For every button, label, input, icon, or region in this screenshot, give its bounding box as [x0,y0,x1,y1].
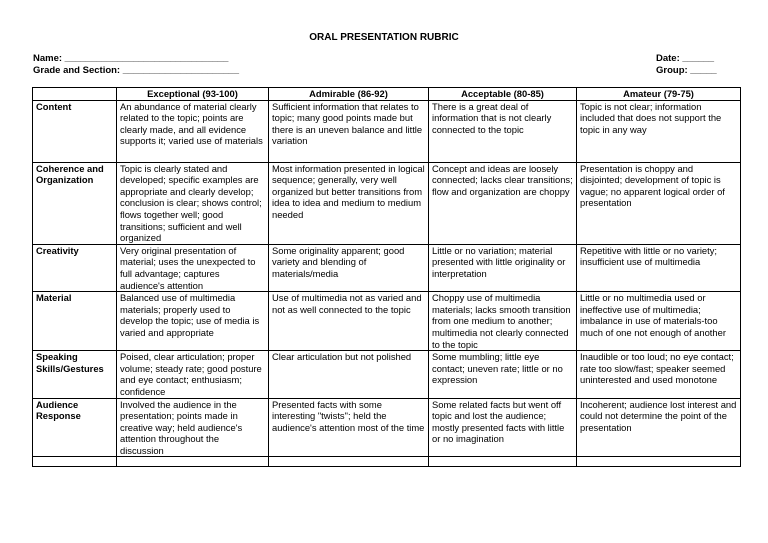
rubric-cell: Topic is clearly stated and developed; specific examples are appropriate and clearly develop; conclusion is clear; shows control; flows together well; good transitions; sufficient and well organized [117,162,269,244]
table-row [33,162,741,244]
rubric-cell: Repetitive with little or no variety; insufficient use of multimedia [577,244,741,291]
empty-cell[interactable] [269,457,429,467]
criterion-cell: Audience Response [33,398,117,457]
table-row [33,398,741,457]
rubric-cell: Presented facts with some interesting "twists"; held the audience's attention most of the time [269,398,429,457]
table-row [33,292,741,351]
rubric-cell: Presentation is choppy and disjointed; development of topic is vague; no apparent logical order of presentation [577,162,741,244]
criterion-cell: Speaking Skills/Gestures [33,351,117,398]
empty-row [33,457,741,467]
rubric-cell: Very original presentation of material; uses the unexpected to full advantage; captures audience's attention [117,244,269,291]
date-group-fields [656,53,717,76]
rubric-cell: Choppy use of multimedia materials; lacks smooth transition from one medium to another; multimedia not clearly connected to the topic [429,292,577,351]
table-row [33,100,741,162]
header-row [33,88,741,101]
column-header-exceptional: Exceptional (93-100) [117,88,269,101]
rubric-cell: Involved the audience in the presentation; points made in creative way; held audience's attention throughout the discussion [117,398,269,457]
criterion-cell: Creativity [33,244,117,291]
rubric-cell: Little or no multimedia used or ineffective use of multimedia; imbalance in use of materials-too much of one not enough of another [577,292,741,351]
rubric-cell: Use of multimedia not as varied and not as well connected to the topic [269,292,429,351]
rubric-cell: Some related facts but went off topic and lost the audience; mostly presented facts with little or no imagination [429,398,577,457]
empty-cell[interactable] [117,457,269,467]
rubric-cell: Most information presented in logical sequence; generally, very well organized but better transitions from idea to idea and medium to medium needed [269,162,429,244]
empty-cell[interactable] [429,457,577,467]
rubric-cell: Poised, clear articulation; proper volume; steady rate; good posture and eye contact; enthusiasm; confidence [117,351,269,398]
rubric-cell: Concept and ideas are loosely connected; lacks clear transitions; flow and organization are choppy [429,162,577,244]
page-title: ORAL PRESENTATION RUBRIC [309,32,459,43]
group-field[interactable]: Group: _____ [656,64,717,76]
date-field[interactable]: Date: ______ [656,53,715,64]
rubric-cell: Sufficient information that relates to topic; many good points made but there is an uneven balance and little variation [269,100,429,162]
column-header-criterion [33,88,117,101]
rubric-cell: Some originality apparent; good variety and blending of materials/media [269,244,429,291]
criterion-cell: Coherence and Organization [33,162,117,244]
rubric-cell: Incoherent; audience lost interest and could not determine the point of the presentation [577,398,741,457]
rubric-cell: Little or no variation; material presented with little originality or interpretation [429,244,577,291]
column-header-acceptable: Acceptable (80-85) [429,88,577,101]
table-row [33,351,741,398]
table-row [33,244,741,291]
rubric-cell: An abundance of material clearly related to the topic; points are clearly made, and all evidence supports it; varied use of materials [117,100,269,162]
criterion-cell: Content [33,100,117,162]
criterion-cell: Material [33,292,117,351]
grade-section-field[interactable]: Grade and Section: ______________________ [33,64,239,76]
column-header-amateur: Amateur (79-75) [577,88,741,101]
empty-cell[interactable] [577,457,741,467]
rubric-cell: Inaudible or too loud; no eye contact; rate too slow/fast; speaker seemed uninterested and used monotone [577,351,741,398]
rubric-cell: Balanced use of multimedia materials; properly used to develop the topic; use of media is varied and appropriate [117,292,269,351]
rubric-cell: Some mumbling; little eye contact; uneven rate; little or no expression [429,351,577,398]
rubric-cell: Clear articulation but not polished [269,351,429,398]
student-fields [33,53,239,76]
column-header-admirable: Admirable (86-92) [269,88,429,101]
rubric-cell: Topic is not clear; information included that does not support the topic in any way [577,100,741,162]
name-field[interactable]: Name: _______________________________ [33,53,229,64]
empty-cell[interactable] [33,457,117,467]
rubric-cell: There is a great deal of information that is not clearly connected to the topic [429,100,577,162]
rubric-table [32,87,741,467]
